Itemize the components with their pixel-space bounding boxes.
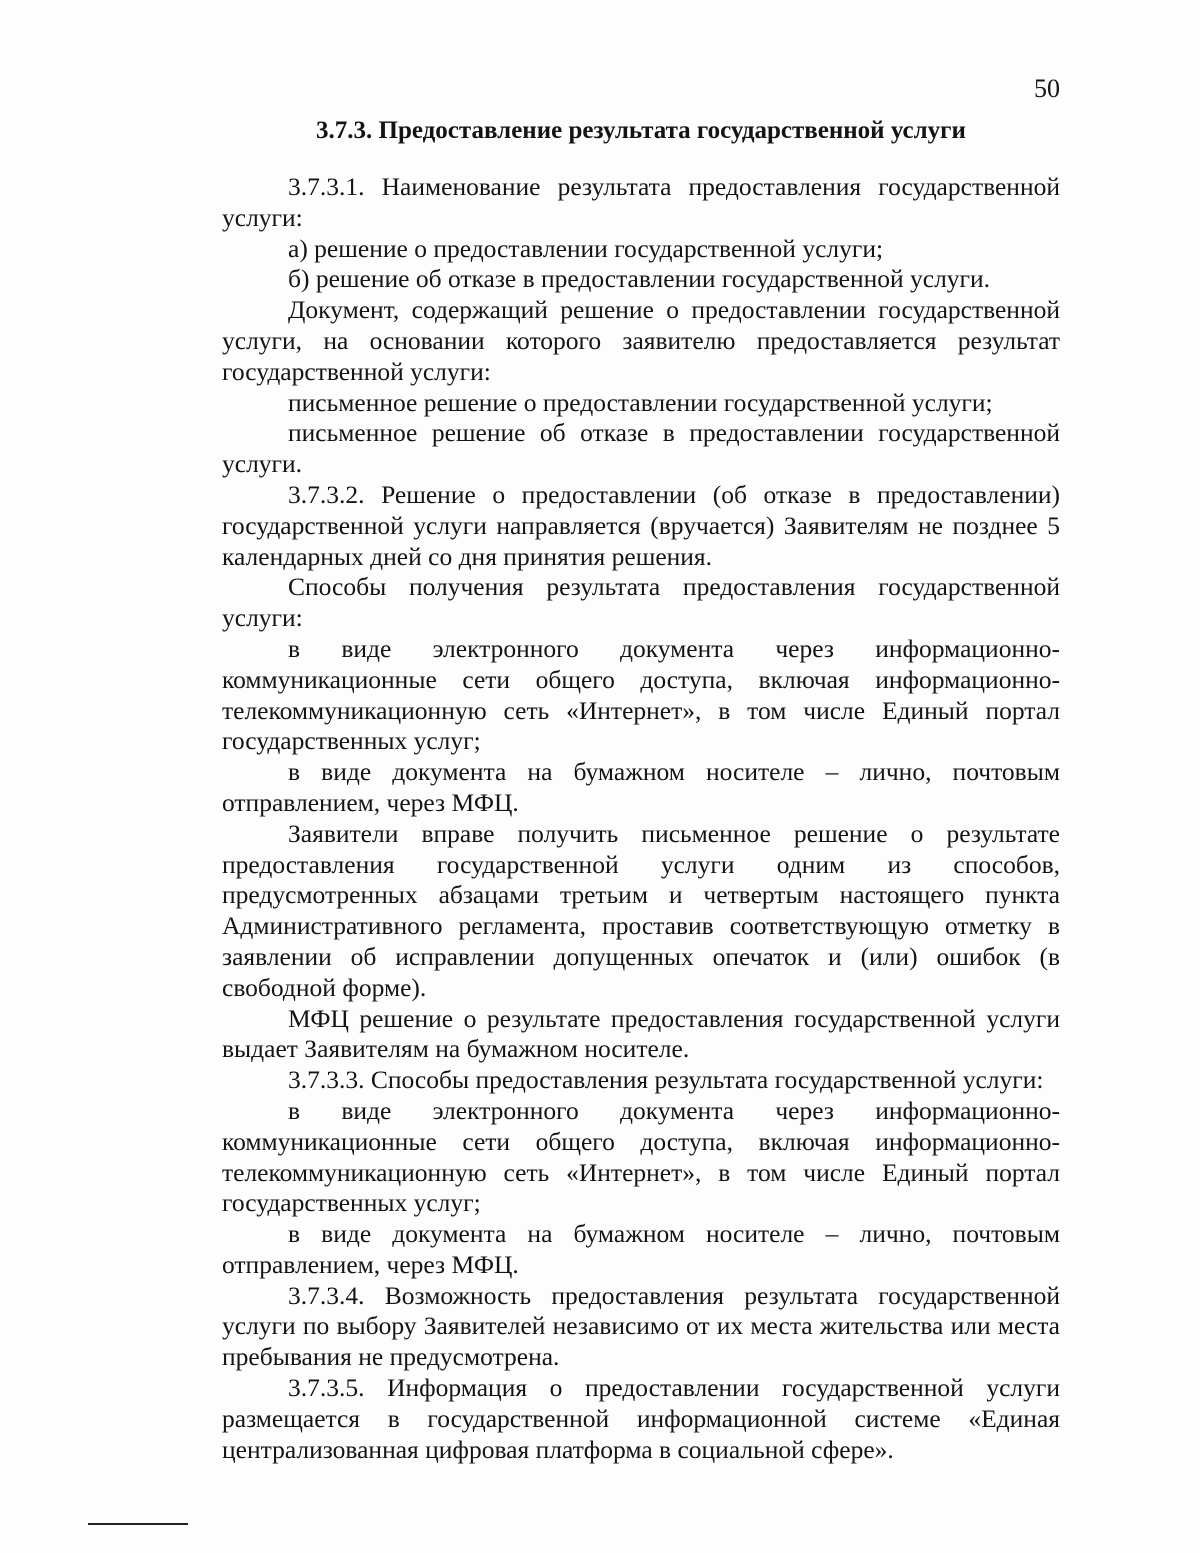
paragraph: а) решение о предоставлении государственной услуги; [288,233,884,263]
paragraph: Документ, содержащий решение о предоставлении государственной услуги, на основании которого заявителю предоставляется результат государственной услуги: [222,295,1060,386]
paragraph: в виде электронного документа через информационно-коммуникационные сети общего доступа, включая информационно-телекоммуникационную сеть «Интернет», в том числе Единый портал государственных услуг; [222,1095,1060,1218]
paragraph: в виде электронного документа через информационно-коммуникационные сети общего доступа, включая информационно-телекоммуникационную сеть «Интернет», в том числе Единый портал государственных услуг; [222,633,1060,756]
footnote-divider [88,1523,188,1525]
paragraph: 3.7.3.3. Способы предоставления результата государственной услуги: [288,1065,1044,1095]
paragraph: 3.7.3.2. Решение о предоставлении (об отказе в предоставлении) государственной услуги направляется (вручается) Заявителям не позднее 5 календарных дней со дня принятия решения. [222,479,1060,571]
paragraph: б) решение об отказе в предоставлении государственной услуги. [288,264,991,294]
paragraph: МФЦ решение о результате предоставления государственной услуги выдает Заявителям на бумажном носителе. [222,1003,1060,1064]
paragraph: Заявители вправе получить письменное решение о результате предоставления государственной услуги одним из способов, предусмотренных абзацами третьим и четвертым настоящего пункта Административного регламента, проставив соответствующую отметку в заявлении об исправлении допущенных опечаток и (или) ошибок (в свободной форме). [222,818,1060,1002]
paragraph: письменное решение об отказе в предоставлении государственной услуги. [222,418,1060,479]
paragraph: в виде документа на бумажном носителе – лично, почтовым отправлением, через МФЦ. [222,1219,1060,1279]
paragraph: 3.7.3.5. Информация о предоставлении государственной услуги размещается в государственной информационной системе «Единая централизованная цифровая платформа в социальной сфере». [222,1373,1060,1464]
paragraph: в виде документа на бумажном носителе – лично, почтовым отправлением, через МФЦ. [222,757,1060,817]
paragraph: 3.7.3.1. Наименование результата предоставления государственной услуги: [222,172,1060,232]
document-body [222,172,1060,1465]
paragraph: Способы получения результата предоставления государственной услуги: [222,572,1060,633]
paragraph: 3.7.3.4. Возможность предоставления результата государственной услуги по выбору Заявителей независимо от их места жительства или места пребывания не предусмотрена. [222,1280,1060,1372]
section-heading: 3.7.3. Предоставление результата государственной услуги [316,117,966,144]
paragraph: письменное решение о предоставлении государственной услуги; [288,387,993,417]
page-number: 50 [1034,74,1060,103]
